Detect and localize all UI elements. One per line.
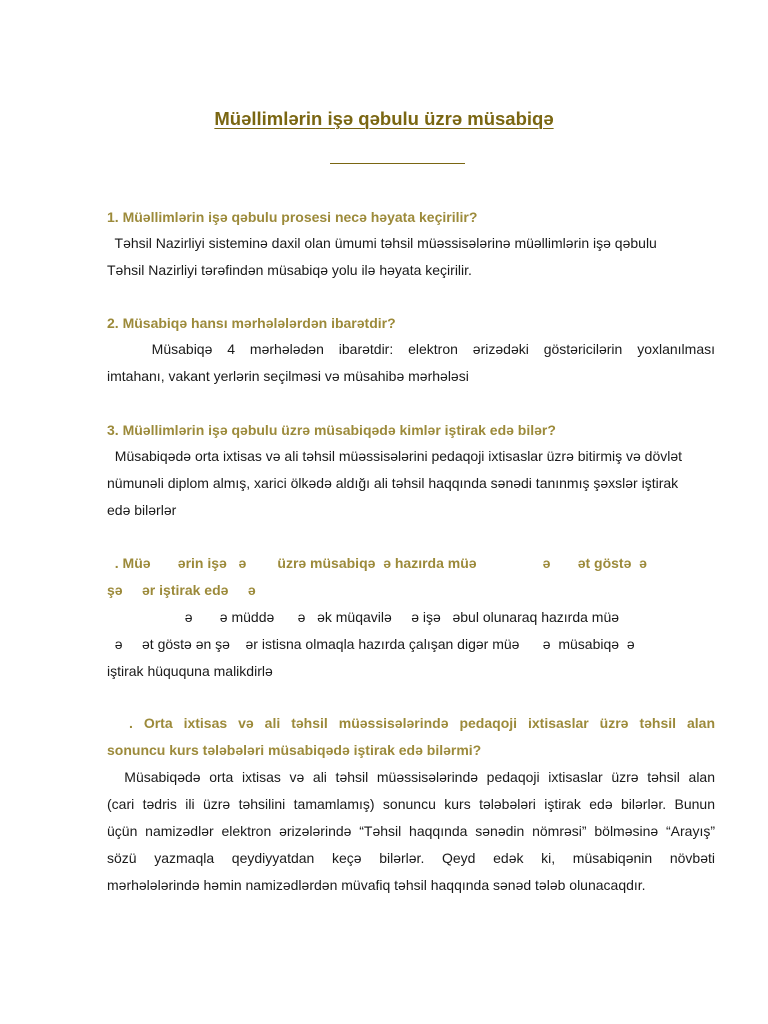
answer-2-line-2: imtahanı, vakant yerlərin seçilməsi və müsahibə mərhələsi <box>107 368 469 384</box>
question-3: 3. Müəllimlərin işə qəbulu üzrə müsabiqədə kimlər iştirak edə bilər? <box>107 422 556 438</box>
answer-5-line-2: (cari tədris ili üzrə təhsilini tamamlamış) sonuncu kurs tələbələri iştirak edə bilərlər. Bunun <box>107 796 715 812</box>
answer-1-line-2: Təhsil Nazirliyi tərəfindən müsabiqə yolu ilə həyata keçirilir. <box>107 262 472 278</box>
answer-5-line-4: sözü yazmaqla qeydiyyatdan keçə bilərlər. Qeyd edək ki, müsabiqənin növbəti <box>107 850 715 866</box>
answer-1-line-1: Təhsil Nazirliyi sisteminə daxil olan ümumi təhsil müəssisələrinə müəllimlərin işə qəbulu <box>107 235 657 251</box>
question-4-line-1: . Müə ərin işə ə üzrə müsabiqə ə hazırda müə ə ət göstə ə <box>107 555 647 571</box>
question-5-line-2: sonuncu kurs tələbələri müsabiqədə iştirak edə bilərmi? <box>107 742 482 758</box>
answer-4-line-2: ə ət göstə ən şə ər istisna olmaqla hazırda çalışan digər müə ə müsabiqə ə <box>107 636 635 652</box>
question-1: 1. Müəllimlərin işə qəbulu prosesi necə həyata keçirilir? <box>107 209 478 225</box>
answer-4-line-3: iştirak hüququna malikdirlə <box>107 663 273 679</box>
answer-2-line-1: Müsabiqə 4 mərhələdən ibarətdir: elektron ərizədəki göstəricilərin yoxlanılması <box>107 341 715 357</box>
answer-4 <box>107 604 715 685</box>
title-underline-rule <box>330 163 465 164</box>
answer-5 <box>107 764 715 899</box>
question-2: 2. Müsabiqə hansı mərhələlərdən ibarətdir? <box>107 315 396 331</box>
answer-5-line-3: üçün namizədlər elektron ərizələrində “Təhsil haqqında sənədin nömrəsi” bölməsinə “Arayış” <box>107 823 715 839</box>
answer-3-line-2: nümunəli diplom almış, xarici ölkədə aldığı ali təhsil haqqında sənədi tanınmış şəxslər iştirak <box>107 475 679 491</box>
question-5 <box>107 710 715 764</box>
answer-3-line-1: Müsabiqədə orta ixtisas və ali təhsil müəssisələrini pedaqoji ixtisaslar üzrə bitirmiş və dövlət <box>107 448 683 464</box>
answer-5-line-5: mərhələlərində həmin namizədlərdən müvafiq təhsil haqqında sənəd tələb olunacaqdır. <box>107 877 646 893</box>
document-title: Müəllimlərin işə qəbulu üzrə müsabiqə <box>214 108 554 129</box>
answer-2 <box>107 336 715 390</box>
answer-3 <box>107 443 715 524</box>
answer-1 <box>107 230 715 284</box>
answer-3-line-3: edə bilərlər <box>107 502 177 518</box>
answer-5-line-1: Müsabiqədə orta ixtisas və ali təhsil müəssisələrində pedaqoji ixtisaslar üzrə təhsil alan <box>107 769 715 785</box>
answer-4-line-1: ə ə müddə ə ək müqavilə ə işə əbul olunaraq hazırda müə <box>107 609 620 625</box>
question-4-line-2: şə ər iştirak edə ə <box>107 582 256 598</box>
question-5-line-1: . Orta ixtisas və ali təhsil müəssisələrində pedaqoji ixtisaslar üzrə təhsil alan <box>107 715 716 731</box>
question-4 <box>107 550 715 604</box>
